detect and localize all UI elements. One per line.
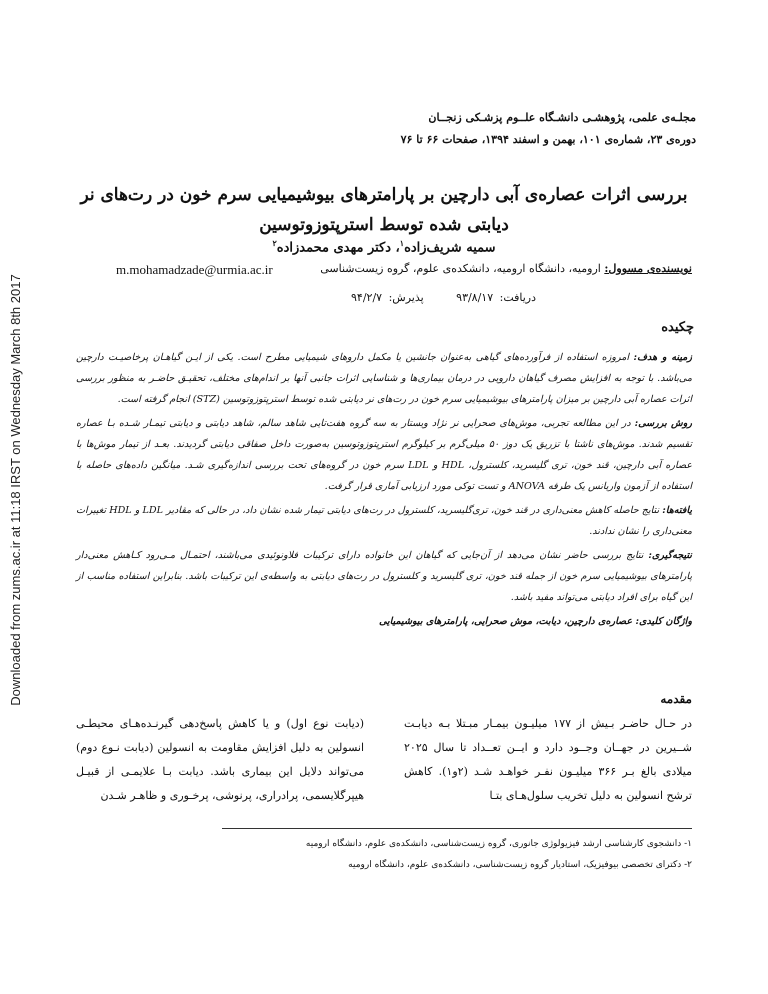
correspondence	[76, 262, 692, 275]
download-watermark: Downloaded from zums.ac.ir at 11:18 IRST on Wednesday March 8th 2017	[8, 274, 23, 706]
journal-name: مجلـه‌ی علمی، پژوهشـی دانشـگاه علــوم پزشـکی زنجــان	[428, 111, 696, 124]
methods-text: در این مطالعه تجربی، موش‌های صحرایی نر نژاد ویستار به سه گروه هفت‌تایی شاهد سالم، شاهد دیابتی و دیابتی تیمـار شـده بـا عصاره تقسیم شدند. موش‌های ناشتا با تزریق یک دوز ۵۰ میلی‌گرم بر کیلوگرم استرپتوزوتوسین به‌صورت داخل صفاقی دیابتی گردیدند. بعـد از تیمار موش‌ها با عصاره آبی دارچین، قند خون، تری گلیسرید، کلسترول، HDL و LDL سرم خون در گروه‌های تحت بررسی اندازه‌گیری شـد. میانگین داده‌های حاصله با استفاده از آزمون واریانس یک طرفه ANOVA و تست توکی مورد ارزیابی آماری قرار گرفت.	[76, 418, 692, 492]
received-date: ۹۳/۸/۱۷	[456, 291, 494, 304]
background-text: امروزه استفاده از فرآورده‌های گیاهی به‌عنوان جانشین یا مکمل داروهای شیمیایی مطرح است. یکی از ایـن گیاهـان پرخاصیـت دارچین می‌باشد. با توجه به افزایش مصرف گیاهان دارویی در درمان بیماری‌ها و شناسایی اثرات جانبی آنها بر اندام‌های مختلف، تحقیـق حاضـر به منظور بررسی اثرات عصاره آبی دارچین بر میزان پارامترهای بیوشیمیایی سرم خون در رت‌های نر دیابتی شده توسط استرپتوزوتوسین (STZ) انجام گرفته است.	[76, 352, 692, 405]
correspondence-email[interactable]: m.mohamadzade@urmia.ac.ir	[116, 262, 273, 277]
abstract-results	[76, 500, 692, 542]
abstract-heading: چکیده	[661, 320, 694, 335]
journal-header	[136, 107, 696, 151]
footnote-rule	[222, 828, 692, 829]
intro-heading: مقدمه	[660, 692, 692, 706]
author-1-affil: ۱	[399, 238, 405, 248]
author-2-affil: ۲	[272, 238, 277, 248]
methods-label: روش بررسی:	[634, 418, 692, 429]
journal-issue: دوره‌ی ۲۳، شماره‌ی ۱۰۱، بهمن و اسفند ۱۳۹۴، صفحات ۶۶ تا ۷۶	[400, 133, 696, 146]
abstract-conclusion	[76, 545, 692, 608]
keywords-text: عصاره‌ی دارچین، دیابت، موش صحرایی، پارامترهای بیوشیمیایی	[379, 616, 633, 627]
abstract-body	[76, 347, 692, 635]
abstract-background	[76, 347, 692, 410]
accepted-label: پذیرش:	[388, 291, 424, 304]
title-line-1: بررسی اثرات عصاره‌ی آبی دارچین بر پارامترهای بیوشیمیایی سرم خون در رت‌های نر	[80, 185, 688, 205]
intro-column-left: (دیابت نوع اول) و یا کاهش پاسخ‌دهی گیرنـده‌هـای محیطـی انسولین به دلیل افزایش مقاومت به انسولین (دیابت نـوع دوم) می‌تواند دلایل این بیماری باشد. دیابت بـا علایمـی از قبیـل هیپرگلایسمی، پرادراری، پرنوشی، پرخـوری و ظاهـر شـدن	[76, 717, 364, 802]
received-label: دریافت:	[499, 291, 536, 304]
abstract-methods	[76, 413, 692, 497]
author-1: سمیه شریف‌زاده	[404, 240, 496, 256]
title-line-2: دیابتی شده توسط استرپتوزوتوسین	[259, 215, 509, 235]
results-text: نتایج حاصله کاهش معنی‌داری در قند خون، تری‌گلیسرید، کلسترول در رت‌های دیابتی تیمار شده نشان داد، در حالی که مقادیر LDL و HDL تغییرات معنی‌داری را نشان ندادند.	[76, 505, 692, 537]
dates	[351, 291, 536, 304]
correspondence-affiliation: ارومیه، دانشگاه ارومیه، دانشکده‌ی علوم، گروه زیست‌شناسی	[320, 262, 601, 275]
author-line	[60, 238, 708, 255]
footnote-1: ۱- دانشجوی کارشناسی ارشد فیزیولوژی جانوری، گروه زیست‌شناسی، دانشکده‌ی علوم، دانشگاه ارومیه	[305, 839, 692, 849]
correspondence-label: نویسنده‌ی مسوول:	[604, 262, 692, 275]
paper-title	[60, 180, 708, 240]
background-label: زمینه و هدف:	[633, 352, 692, 363]
footnote-2: ۲- دکترای تخصصی بیوفیزیک، استادیار گروه زیست‌شناسی، دانشکده‌ی علوم، دانشگاه ارومیه	[348, 860, 692, 870]
intro-column-right: در حـال حاضـر بـیش از ۱۷۷ میلیـون بیمـار مبـتلا بـه دیابـت شــیرین در جهــان وجــود دارد و ایــن تعــداد تا سال ۲۰۲۵ میلادی بالغ بـر ۳۶۶ میلیـون نفـر خواهـد شـد (۲و۱). کاهش ترشح انسولین به دلیل تخریب سلول‌هـای بتـا	[404, 717, 693, 802]
author-separator: ،	[391, 240, 400, 256]
author-2: دکتر مهدی محمدزاده	[276, 240, 392, 256]
conclusion-label: نتیجه‌گیری:	[648, 550, 692, 561]
results-label: یافته‌ها:	[662, 505, 692, 516]
accepted-date: ۹۴/۲/۷	[351, 291, 383, 304]
keywords-label: واژگان کلیدی:	[635, 616, 692, 627]
footnotes	[132, 834, 692, 876]
abstract-keywords	[76, 611, 692, 632]
conclusion-text: نتایج بررسی حاضر نشان می‌دهد از آن‌جایی که گیاهان این خانواده دارای ترکیبات فلاونوئیدی می‌باشند، احتمـال مـی‌رود کـاهش معنی‌دار پارامترهای بیوشیمیایی سرم خون از جمله قند خون، تری گلیسرید و کلسترول در رت‌های دیابتی به واسطه‌ی این ترکیبات باشد. بنابراین استفاده مناسب از این گیاه برای افراد دیابتی می‌تواند مفید باشد.	[76, 550, 692, 603]
